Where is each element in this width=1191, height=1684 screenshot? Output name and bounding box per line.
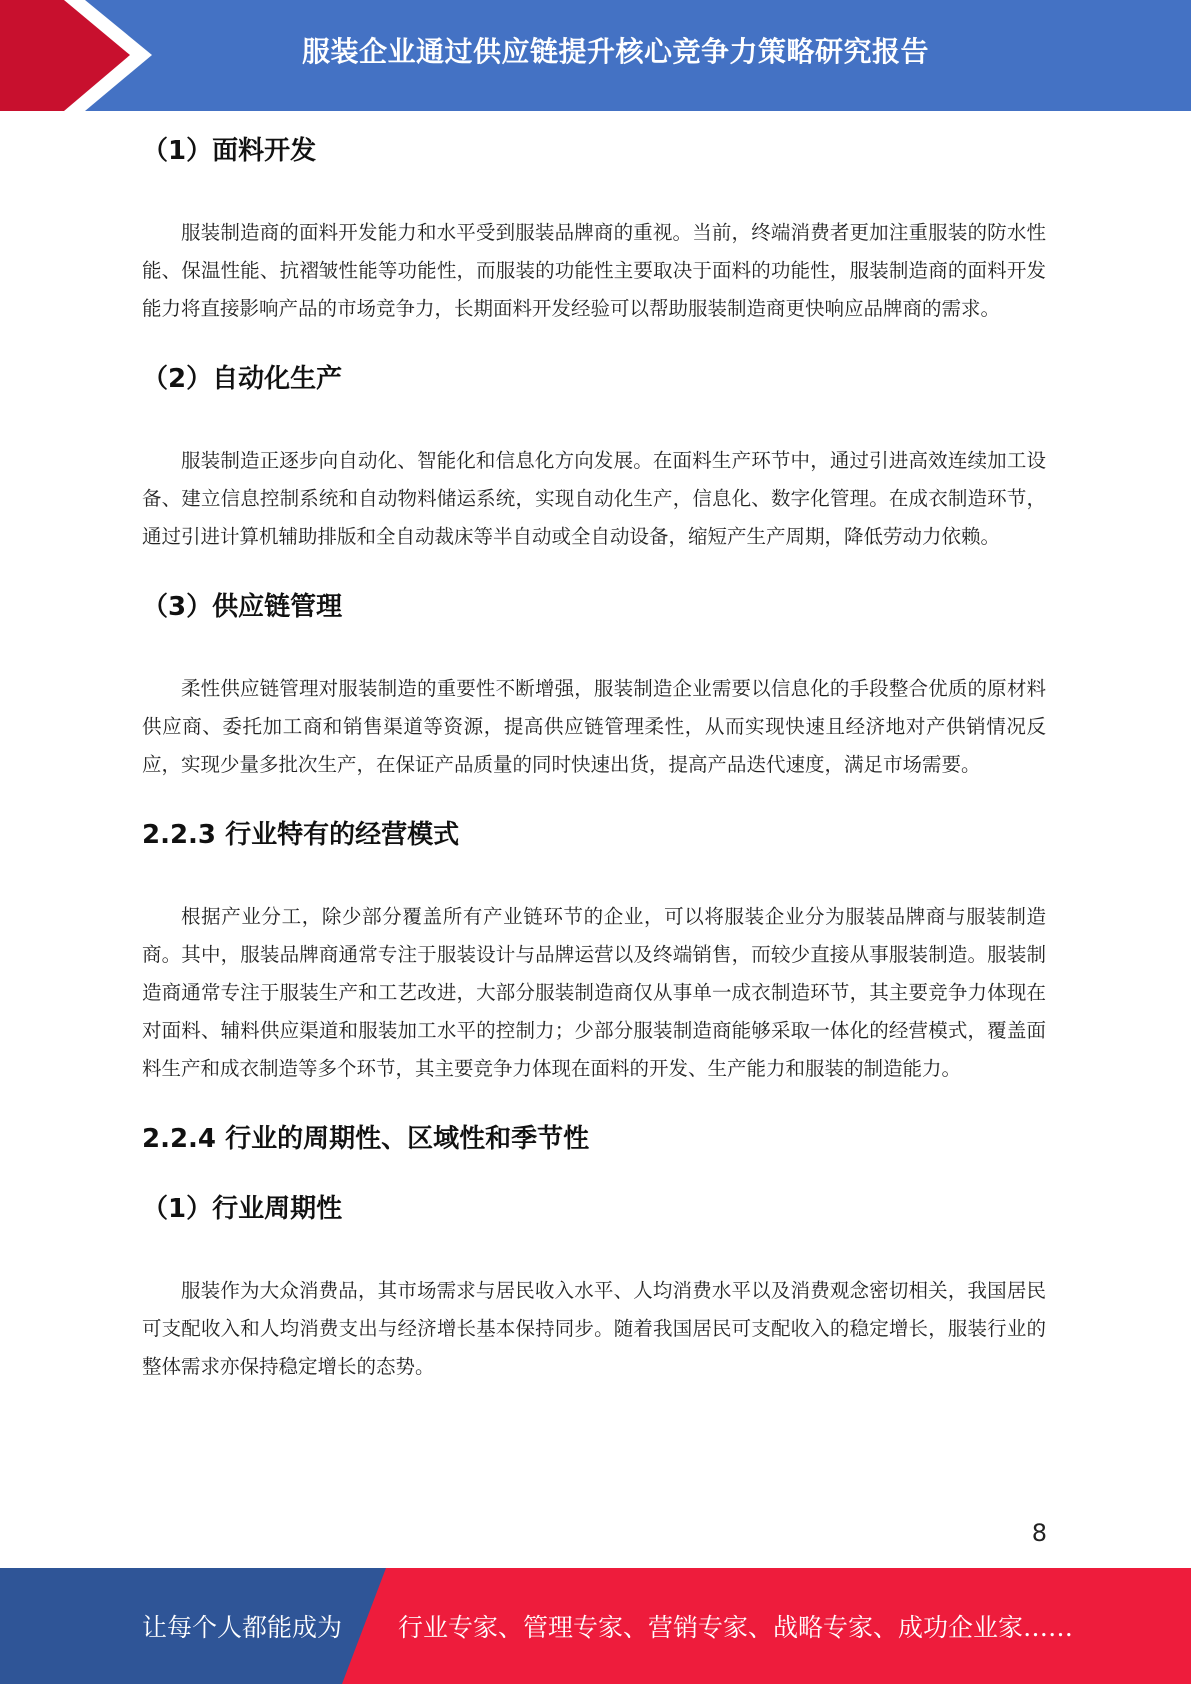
paragraph-fabric-development: 服装制造商的面料开发能力和水平受到服装品牌商的重视。当前，终端消费者更加注重服装的防水性能、保温性能、抗褶皱性能等功能性，而服装的功能性主要取决于面料的功能性，服装制造商的面料开发能力将直接影响产品的市场竞争力，长期面料开发经验可以帮助服装制造商更快响应品牌商的需求。 xyxy=(142,221,1046,320)
footer-slogan-left: 让每个人都能成为 xyxy=(142,1613,343,1642)
page-header xyxy=(0,0,1191,111)
subhead-automated-production: （2）自动化生产 xyxy=(142,364,343,394)
document-body xyxy=(142,128,1046,1386)
subhead-industry-cyclicality: （1）行业周期性 xyxy=(142,1194,343,1224)
header-chevron-red xyxy=(0,0,130,111)
page-footer xyxy=(0,1568,1191,1684)
paragraph-supply-chain-management: 柔性供应链管理对服装制造的重要性不断增强，服装制造企业需要以信息化的手段整合优质的原材料供应商、委托加工商和销售渠道等资源，提高供应链管理柔性，从而实现快速且经济地对产供销情况反应，实现少量多批次生产，在保证产品质量的同时快速出货，提高产品迭代速度，满足市场需要。 xyxy=(142,677,1046,776)
paragraph-industry-cyclicality: 服装作为大众消费品，其市场需求与居民收入水平、人均消费水平以及消费观念密切相关，我国居民可支配收入和人均消费支出与经济增长基本保持同步。随着我国居民可支配收入的稳定增长，服装行业的整体需求亦保持稳定增长的态势。 xyxy=(142,1279,1046,1378)
header-title: 服装企业通过供应链提升核心竞争力策略研究报告 xyxy=(301,35,929,68)
section-heading-cyclicality: 2.2.4 行业的周期性、区域性和季节性 xyxy=(142,1124,590,1154)
paragraph-business-model: 根据产业分工，除少部分覆盖所有产业链环节的企业，可以将服装企业分为服装品牌商与服装制造商。其中，服装品牌商通常专注于服装设计与品牌运营以及终端销售，而较少直接从事服装制造。服装制造商通常专注于服装生产和工艺改进，大部分服装制造商仅从事单一成衣制造环节，其主要竞争力体现在对面料、辅料供应渠道和服装加工水平的控制力；少部分服装制造商能够采取一体化的经营模式，覆盖面料生产和成衣制造等多个环节，其主要竞争力体现在面料的开发、生产能力和服装的制造能力。 xyxy=(142,905,1046,1080)
page-number: 8 xyxy=(1031,1519,1047,1547)
footer-slogan-right: 行业专家、管理专家、营销专家、战略专家、成功企业家…… xyxy=(398,1613,1074,1642)
subhead-fabric-development: （1）面料开发 xyxy=(142,136,317,166)
section-heading-business-model: 2.2.3 行业特有的经营模式 xyxy=(142,820,460,850)
subhead-supply-chain-management: （3）供应链管理 xyxy=(142,592,343,622)
paragraph-automated-production: 服装制造正逐步向自动化、智能化和信息化方向发展。在面料生产环节中，通过引进高效连续加工设备、建立信息控制系统和自动物料储运系统，实现自动化生产，信息化、数字化管理。在成衣制造环节，通过引进计算机辅助排版和全自动裁床等半自动或全自动设备，缩短产生产周期，降低劳动力依赖。 xyxy=(142,449,1046,548)
header-chevron-icon xyxy=(0,0,160,111)
